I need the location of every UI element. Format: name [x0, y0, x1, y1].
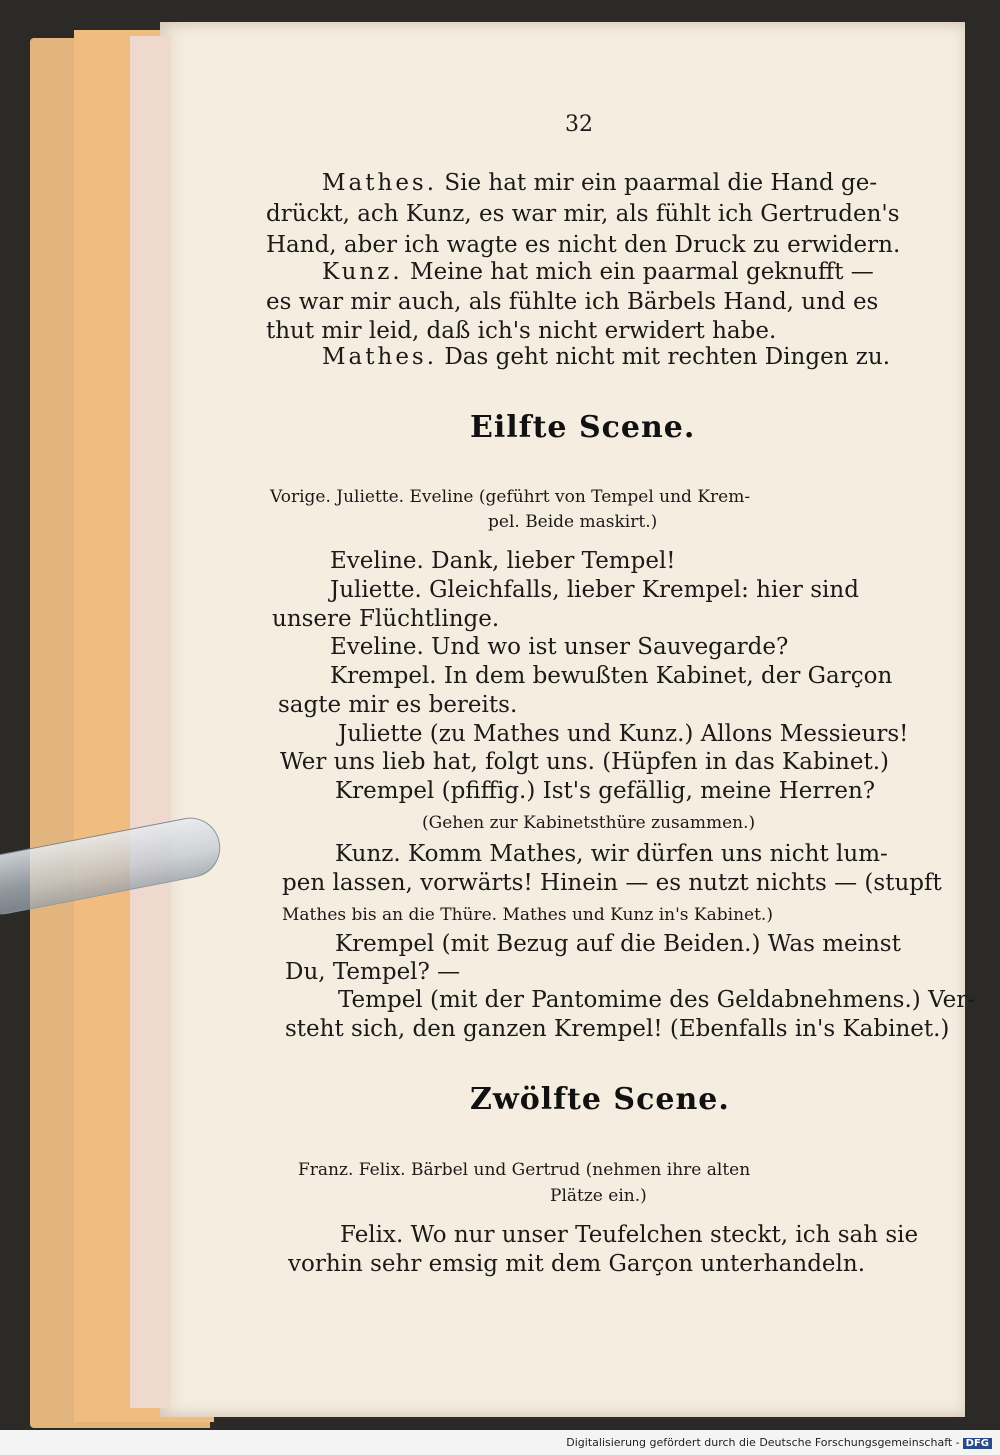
text-line: es war mir auch, als fühlte ich Bärbels Hand, und es [266, 289, 879, 315]
text-line: Krempel (mit Bezug auf die Beiden.) Was meinst [335, 931, 901, 957]
dfg-logo-icon: DFG [963, 1438, 992, 1449]
cast-list: Plätze ein.) [550, 1186, 647, 1206]
background-right [965, 20, 1000, 1440]
scene-heading: Zwölfte Scene. [470, 1082, 730, 1117]
page-number: 32 [565, 112, 593, 137]
text-line: Eveline. Dank, lieber Tempel! [330, 548, 676, 574]
text-line: Krempel (pfiffig.) Ist's gefällig, meine Herren? [335, 778, 876, 804]
footer-credit [566, 1436, 992, 1449]
book-edge-front [130, 36, 170, 1408]
cast-list: pel. Beide maskirt.) [488, 512, 658, 532]
cast-list: Franz. Felix. Bärbel und Gertrud (nehmen ihre alten [298, 1160, 751, 1180]
stage-direction: (Gehen zur Kabinetsthüre zusammen.) [422, 813, 756, 833]
speaker-line: Mathes. Sie hat mir ein paarmal die Hand ge- [322, 170, 878, 196]
stage-direction: Mathes bis an die Thüre. Mathes und Kunz in's Kabinet.) [282, 905, 773, 925]
speaker-line: Mathes. Das geht nicht mit rechten Dingen zu. [322, 344, 891, 370]
scene-heading: Eilfte Scene. [470, 410, 696, 445]
text-line: sagte mir es bereits. [278, 692, 518, 718]
text-line: drückt, ach Kunz, es war mir, als fühlt ich Gertruden's [266, 201, 900, 227]
text-line: thut mir leid, daß ich's nicht erwidert habe. [266, 318, 777, 344]
text-line: vorhin sehr emsig mit dem Garçon unterhandeln. [288, 1251, 866, 1277]
text-line: Wer uns lieb hat, folgt uns. (Hüpfen in das Kabinet.) [280, 749, 889, 775]
footer-credit-text: Digitalisierung gefördert durch die Deutsche Forschungsgemeinschaft - [566, 1436, 960, 1449]
text-line: Kunz. Komm Mathes, wir dürfen uns nicht lum- [335, 841, 888, 867]
speaker-line: Kunz. Meine hat mich ein paarmal geknufft — [322, 259, 874, 285]
text-line: Du, Tempel? — [285, 959, 461, 985]
text-line: Tempel (mit der Pantomime des Geldabnehmens.) Ver- [338, 987, 975, 1013]
text-line: Eveline. Und wo ist unser Sauvegarde? [330, 634, 789, 660]
cast-list: Vorige. Juliette. Eveline (geführt von Tempel und Krem- [270, 487, 751, 507]
text-line: Felix. Wo nur unser Teufelchen steckt, ich sah sie [340, 1222, 919, 1248]
text-line: Hand, aber ich wagte es nicht den Druck zu erwidern. [266, 232, 901, 258]
text-line: Krempel. In dem bewußten Kabinet, der Garçon [330, 663, 893, 689]
text-line: Juliette. Gleichfalls, lieber Krempel: hier sind [330, 577, 859, 603]
text-line: unsere Flüchtlinge. [272, 606, 500, 632]
text-line: pen lassen, vorwärts! Hinein — es nutzt nichts — (stupft [282, 870, 942, 896]
text-line: steht sich, den ganzen Krempel! (Ebenfalls in's Kabinet.) [285, 1016, 950, 1042]
text-line: Juliette (zu Mathes und Kunz.) Allons Messieurs! [338, 721, 909, 747]
